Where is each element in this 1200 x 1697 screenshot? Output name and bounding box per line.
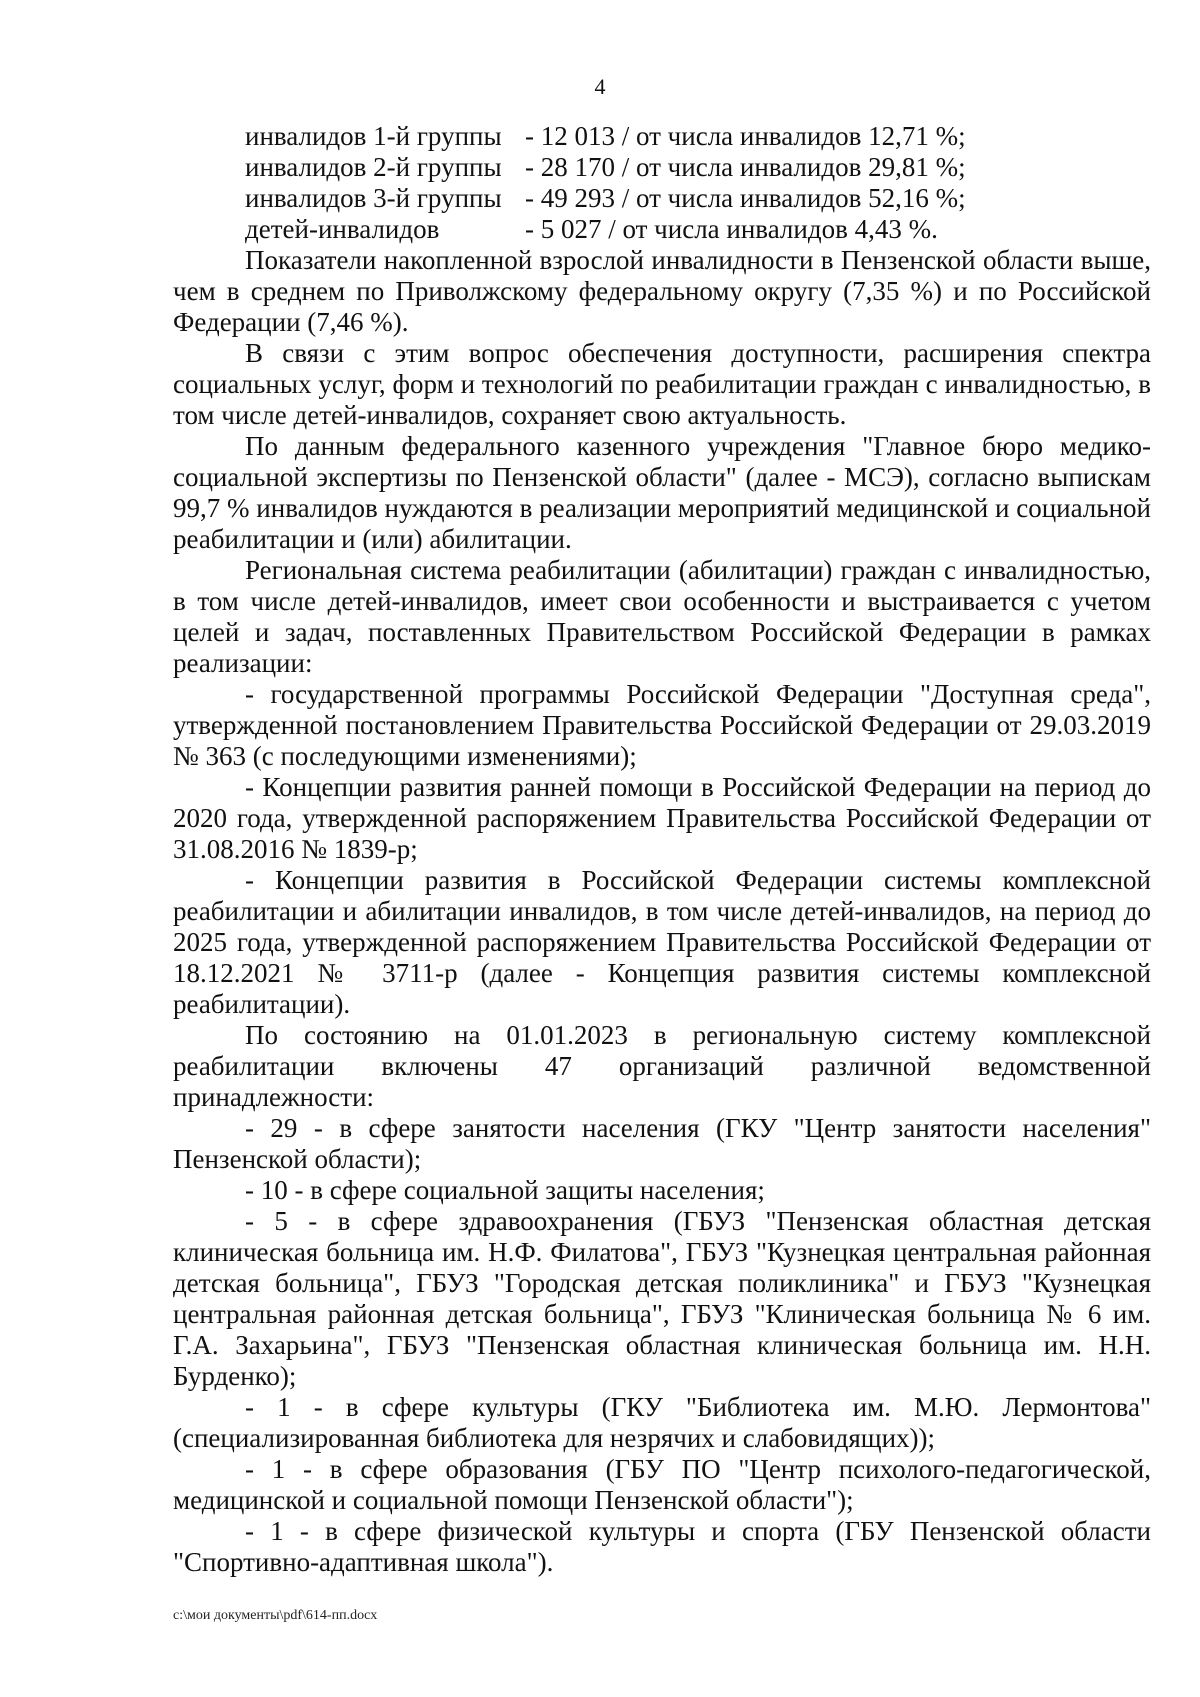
- stat-value: - 28 170 / от числа инвалидов 29,81 %;: [525, 152, 966, 182]
- stat-label: инвалидов 2-й группы: [245, 152, 502, 182]
- list-item-culture: - 1 - в сфере культуры (ГКУ "Библиотека им. М.Ю. Лермонтова" (специализированная библиотека для незрячих и слабовидящих));: [173, 1392, 1151, 1453]
- list-item-state-program: - государственной программы Российской Федерации "Доступная среда", утвержденной постановлением Правительства Российской Федерации от 29.03.2019 № 363 (с последующими изменениями);: [173, 679, 1151, 771]
- paragraph-regional-system: Региональная система реабилитации (абилитации) граждан с инвалидностью, в том числе детей-инвалидов, имеет свои особенности и выстраивается с учетом целей и задач, поставленных Правительством Российской Федерации в рамках реализации:: [173, 555, 1151, 678]
- paragraph-relevance: В связи с этим вопрос обеспечения доступности, расширения спектра социальных услуг, форм и технологий по реабилитации граждан с инвалидностью, в том числе детей-инвалидов, сохраняет свою актуальность.: [173, 338, 1151, 430]
- stat-row-group-3: [245, 183, 1151, 214]
- document-body: [173, 121, 1151, 1578]
- paragraph-disability-rate: Показатели накопленной взрослой инвалидности в Пензенской области выше, чем в среднем по Приволжскому федеральному округу (7,35 %) и по Российской Федерации (7,46 %).: [173, 245, 1151, 337]
- list-item-rehab-concept: - Концепции развития в Российской Федерации системы комплексной реабилитации и абилитации инвалидов, в том числе детей-инвалидов, на период до 2025 года, утвержденной распоряжением Правительства Российской Федерации от 18.12.2021 № 3711-р (далее - Концепция развития системы комплексной реабилитации).: [173, 865, 1151, 1019]
- list-item-employment: - 29 - в сфере занятости населения (ГКУ "Центр занятости населения" Пензенской области);: [173, 1113, 1151, 1174]
- list-item-sport: - 1 - в сфере физической культуры и спорта (ГБУ Пензенской области "Спортивно-адаптивная школа").: [173, 1516, 1151, 1577]
- stat-value: - 49 293 / от числа инвалидов 52,16 %;: [525, 183, 966, 213]
- list-item-healthcare: - 5 - в сфере здравоохранения (ГБУЗ "Пензенская областная детская клиническая больница им. Н.Ф. Филатова", ГБУЗ "Кузнецкая центральная районная детская больница", ГБУЗ "Городская детская поликлиника" и ГБУЗ "Кузнецкая центральная районная детская больница", ГБУЗ "Клиническая больница № 6 им. Г.А. Захарьина", ГБУЗ "Пензенская областная клиническая больница им. Н.Н. Бурденко);: [173, 1206, 1151, 1391]
- stat-label: инвалидов 1-й группы: [245, 121, 502, 151]
- footer-file-path: c:\мои документы\pdf\614-пп.docx: [173, 1608, 378, 1623]
- list-item-social-protection: - 10 - в сфере социальной защиты населения;: [245, 1175, 765, 1205]
- list-item-early-help-concept: - Концепции развития ранней помощи в Российской Федерации на период до 2020 года, утвержденной распоряжением Правительства Российской Федерации от 31.08.2016 № 1839-р;: [173, 772, 1151, 864]
- stat-value: - 5 027 / от числа инвалидов 4,43 %.: [525, 214, 938, 244]
- paragraph-organizations-count: По состоянию на 01.01.2023 в региональную систему комплексной реабилитации включены 47 организаций различной ведомственной принадлежности:: [173, 1020, 1151, 1112]
- paragraph-mse-data: По данным федерального казенного учреждения "Главное бюро медико-социальной экспертизы по Пензенской области" (далее - МСЭ), согласно выпискам 99,7 % инвалидов нуждаются в реализации мероприятий медицинской и социальной реабилитации и (или) абилитации.: [173, 431, 1151, 554]
- stat-label: инвалидов 3-й группы: [245, 183, 502, 213]
- list-item-education: - 1 - в сфере образования (ГБУ ПО "Центр психолого-педагогической, медицинской и социальной помощи Пензенской области");: [173, 1454, 1151, 1515]
- stat-row-children: [245, 214, 1151, 245]
- page-number: 4: [594, 74, 606, 99]
- stat-label: детей-инвалидов: [245, 214, 440, 244]
- stat-value: - 12 013 / от числа инвалидов 12,71 %;: [525, 121, 966, 151]
- stat-row-group-2: [245, 152, 1151, 183]
- stat-row-group-1: [245, 121, 1151, 152]
